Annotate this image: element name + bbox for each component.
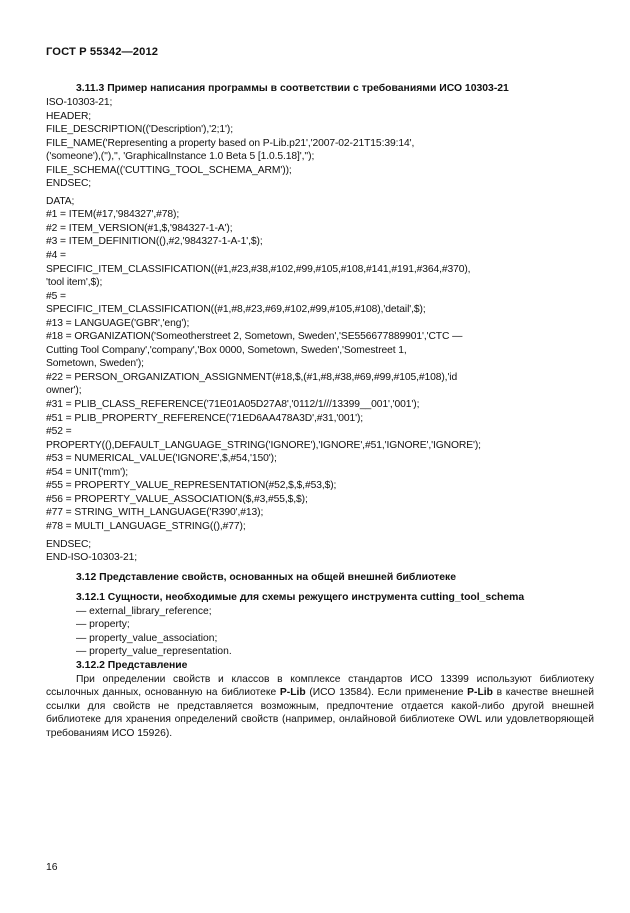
code-line: #52 = [46, 426, 72, 438]
code-line: ('someone'),(''),'', 'GraphicalInstance 1.0 Beta 5 [1.0.5.18]',''); [46, 151, 315, 163]
code-line: #2 = ITEM_VERSION(#1,$,'984327-1-A'); [46, 222, 233, 234]
code-block-data [46, 195, 606, 534]
code-line: FILE_DESCRIPTION(('Description'),'2;1'); [46, 124, 233, 136]
plib-term: P-Lib [279, 687, 306, 699]
list-item: — property; [76, 619, 130, 631]
code-line: FILE_NAME('Representing a property based on P-Lib.p21','2007-02-21T15:39:14', [46, 137, 415, 149]
list-item: — property_value_association; [76, 632, 218, 644]
code-line: DATA; [46, 195, 75, 207]
code-line: #51 = PLIB_PROPERTY_REFERENCE('71ED6AA478A3D',#31,'001'); [46, 412, 364, 424]
entity-list [46, 605, 606, 659]
list-item: — property_value_representation. [76, 646, 232, 658]
para-text: При определении свойств и классов в комплексе стандартов ИСО 13399 используют библиотеку ссылочных данных, основанную на библиотеке [46, 673, 594, 699]
page-number: 16 [46, 862, 58, 873]
code-line: 'tool item',$); [46, 277, 103, 289]
main-content [46, 82, 606, 741]
code-block-header [46, 96, 606, 191]
code-line: ENDSEC; [46, 178, 92, 190]
document-header: ГОСТ Р 55342—2012 [46, 46, 159, 58]
code-line: owner'); [46, 385, 82, 397]
code-line: #18 = ORGANIZATION('Someotherstreet 2, Sometown, Sweden','SE556677889901','CTC — [46, 331, 463, 343]
section-3-12-1-title: 3.12.1 Сущности, необходимые для схемы режущего инструмента cutting_tool_schema [76, 591, 525, 603]
code-line: #53 = NUMERICAL_VALUE('IGNORE',$,#54,'150'); [46, 453, 277, 465]
code-line: #1 = ITEM(#17,'984327',#78); [46, 209, 180, 221]
body-paragraph [46, 673, 594, 741]
section-3-12-2-title: 3.12.2 Представление [76, 659, 188, 671]
code-line: SPECIFIC_ITEM_CLASSIFICATION((#1,#8,#23,#69,#102,#99,#105,#108),'detail',$); [46, 304, 426, 316]
code-line: #3 = ITEM_DEFINITION((),#2,'984327-1-A-1',$); [46, 236, 263, 248]
code-line: #13 = LANGUAGE('GBR','eng'); [46, 317, 190, 329]
code-line: END-ISO-10303-21; [46, 552, 138, 564]
code-line: #22 = PERSON_ORGANIZATION_ASSIGNMENT(#18,$,(#1,#8,#38,#69,#99,#105,#108),'id [46, 371, 458, 383]
section-3-11-3-title: 3.11.3 Пример написания программы в соответствии с требованиями ИСО 10303-21 [76, 83, 509, 94]
code-line: SPECIFIC_ITEM_CLASSIFICATION((#1,#23,#38,#102,#99,#105,#108,#141,#191,#364,#370), [46, 263, 471, 275]
code-line: ISO-10303-21; [46, 97, 113, 108]
code-line: #78 = MULTI_LANGUAGE_STRING((),#77); [46, 520, 246, 532]
code-line: #5 = [46, 290, 66, 302]
plib-term: P-Lib [467, 687, 493, 699]
code-line: HEADER; [46, 110, 92, 122]
code-line: FILE_SCHEMA(('CUTTING_TOOL_SCHEMA_ARM')); [46, 164, 292, 176]
para-text: в качестве внешней ссылки для свойств не представляется возможным, предпочтение отдается какой-либо другой внешней библиотеке для хранения определений свойств (например, онлайновой библиотеке OWL или удовлетворяющей требованиям ИСО 15926). [46, 687, 595, 739]
list-item: — external_library_reference; [76, 605, 212, 617]
code-line: Cutting Tool Company','company','Box 0000, Sometown, Sweden','Somestreet 1, [46, 344, 407, 356]
code-line: #4 = [46, 250, 66, 262]
para-text: (ИСО 13584). Если применение [305, 687, 468, 699]
section-3-12-title: 3.12 Представление свойств, основанных на общей внешней библиотеке [76, 571, 457, 583]
code-line: PROPERTY((),DEFAULT_LANGUAGE_STRING('IGNORE'),'IGNORE',#51,'IGNORE','IGNORE'); [46, 439, 481, 451]
code-line: #31 = PLIB_CLASS_REFERENCE('71E01A05D27A8','0112/1///13399__001','001'); [46, 399, 420, 411]
code-line: ENDSEC; [46, 538, 92, 550]
code-line: Sometown, Sweden'); [46, 358, 144, 370]
code-line: #56 = PROPERTY_VALUE_ASSOCIATION($,#3,#55,$,$); [46, 493, 308, 505]
code-line: #54 = UNIT('mm'); [46, 466, 129, 478]
code-line: #55 = PROPERTY_VALUE_REPRESENTATION(#52,$,$,#53,$); [46, 480, 337, 492]
code-line: #77 = STRING_WITH_LANGUAGE('R390',#13); [46, 507, 264, 519]
code-block-end [46, 538, 606, 565]
